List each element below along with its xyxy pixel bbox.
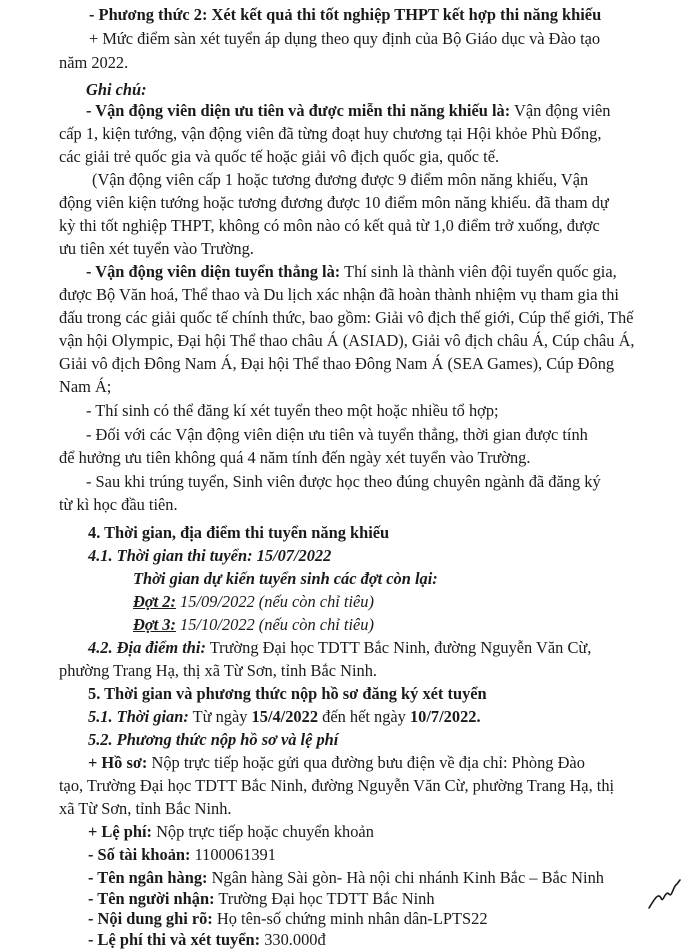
bank-line <box>88 867 604 890</box>
exam-fee-line <box>88 929 326 952</box>
points-text-line: ưu tiên xét tuyển vào Trường. <box>59 239 254 258</box>
round2-label: Đợt 2: <box>133 592 176 611</box>
submission-start-date: 15/4/2022 <box>251 707 319 726</box>
priority-text-line: cấp 1, kiện tướng, vận động viên đã từng đoạt huy chương tại Hội khỏe Phù Đổng, <box>59 124 602 143</box>
method2-text-line: + Mức điểm sàn xét tuyển áp dụng theo quy định của Bộ Giáo dục và Đào tạo <box>89 29 601 48</box>
dossier-text-line: xã Từ Sơn, tỉnh Bắc Ninh. <box>59 799 232 818</box>
venue-paragraph <box>88 637 591 660</box>
account-label: - Số tài khoản: <box>88 845 191 864</box>
recipient-label: - Tên người nhận: <box>88 889 215 908</box>
method2-heading: - Phương thức 2: Xét kết quả thi tốt nghiệp THPT kết hợp thi năng khiếu <box>89 5 602 24</box>
priority-text-line: các giải trẻ quốc gia và quốc tế hoặc giải vô địch quốc gia, quốc tế. <box>59 147 500 166</box>
bank-label: - Tên ngân hàng: <box>88 868 208 887</box>
submission-end-date: 10/7/2022. <box>409 707 481 726</box>
submission-time-mid: đến hết ngày <box>318 707 410 726</box>
method2-text-line: năm 2022. <box>59 53 129 72</box>
recipient-value: Trường Đại học TDTT Bắc Ninh <box>214 889 435 908</box>
account-line <box>88 844 276 867</box>
submission-time-from: Từ ngày <box>188 707 252 726</box>
venue-text-line: phường Trang Hạ, thị xã Từ Sơn, tỉnh Bắc Ninh. <box>59 661 377 680</box>
exam-fee-value: 330.000đ <box>260 930 326 949</box>
direct-heading: - Vận động viên diện tuyển thẳng là: <box>86 262 341 281</box>
venue-label: 4.2. Địa điểm thi: <box>88 638 206 657</box>
submission-time <box>88 706 481 729</box>
round3-label: Đợt 3: <box>133 615 176 634</box>
dossier-text-line: tạo, Trường Đại học TDTT Bắc Ninh, đường Nguyễn Văn Cừ, phường Trang Hạ, thị <box>59 776 615 795</box>
initials-signature <box>646 878 690 912</box>
priority-text: Vận động viên <box>510 101 611 120</box>
direct-text: Thí sinh là thành viên đội tuyển quốc gia, <box>340 262 617 281</box>
bank-value: Ngân hàng Sài gòn- Hà nội chi nhánh Kinh Bắc – Bắc Ninh <box>207 868 604 887</box>
venue-text: Trường Đại học TDTT Bắc Ninh, đường Nguyễn Văn Cừ, <box>205 638 592 657</box>
priority-athletes-paragraph <box>86 100 611 123</box>
round2-item <box>133 591 374 614</box>
duration-note-line: - Đối với các Vận động viên diện ưu tiên và tuyển thẳng, thời gian được tính <box>86 425 588 444</box>
section4-heading: 4. Thời gian, địa điểm thi tuyển năng khiếu <box>88 523 390 542</box>
direct-text-line: được Bộ Văn hoá, Thể thao và Du lịch xác nhận đã hoàn thành nhiệm vụ tham gia thi <box>59 285 619 304</box>
after-admission-note-line: từ kì học đầu tiên. <box>59 495 178 514</box>
points-text-line: kỳ thi tốt nghiệp THPT, không có môn nào có kết quả từ 1,0 điểm trở xuống, được <box>59 216 600 235</box>
submission-method-label: 5.2. Phương thức nộp hồ sơ và lệ phí <box>88 730 339 749</box>
direct-text-line: Nam Á; <box>59 377 112 396</box>
dossier-label: + Hồ sơ: <box>88 753 148 772</box>
exam-time: 4.1. Thời gian thi tuyển: 15/07/2022 <box>88 546 332 565</box>
fee-line <box>88 821 374 844</box>
direct-text-line: đấu trong các giải quốc tế chính thức, bao gồm: Giải vô địch thế giới, Cúp thế giới, Thế <box>59 308 634 327</box>
priority-heading: - Vận động viên diện ưu tiên và được miễn thi năng khiếu là: <box>86 101 511 120</box>
notes-label: Ghi chú: <box>86 80 147 99</box>
dossier-paragraph <box>88 752 585 775</box>
expected-rounds-label: Thời gian dự kiến tuyển sinh các đợt còn lại: <box>133 569 438 588</box>
exam-fee-label: - Lệ phí thi và xét tuyển: <box>88 930 261 949</box>
content-label: - Nội dung ghi rõ: <box>88 909 213 928</box>
section5-heading: 5. Thời gian và phương thức nộp hồ sơ đăng ký xét tuyển <box>88 684 487 703</box>
fee-label: + Lệ phí: <box>88 822 152 841</box>
direct-admission-paragraph <box>86 261 617 284</box>
submission-time-label: 5.1. Thời gian: <box>88 707 189 726</box>
account-value: 1100061391 <box>190 845 276 864</box>
dossier-text: Nộp trực tiếp hoặc gửi qua đường bưu điện về địa chỉ: Phòng Đào <box>147 753 585 772</box>
combo-note: - Thí sinh có thể đăng kí xét tuyển theo một hoặc nhiều tổ hợp; <box>86 401 499 420</box>
round3-item <box>133 614 374 637</box>
direct-text-line: vận hội Olympic, Đại hội Thể thao châu Á (ASIAD), Giải vô địch châu Á, Cúp châu Á, <box>59 331 635 350</box>
fee-text: Nộp trực tiếp hoặc chuyển khoản <box>152 822 374 841</box>
duration-note-line: để hưởng ưu tiên không quá 4 năm tính đến ngày xét tuyển vào Trường. <box>59 448 531 467</box>
content-line <box>88 908 488 931</box>
after-admission-note-line: - Sau khi trúng tuyển, Sinh viên được học theo đúng chuyên ngành đã đăng ký <box>86 472 601 491</box>
direct-text-line: Giải vô địch Đông Nam Á, Đại hội Thể thao Đông Nam Á (SEA Games), Cúp Đông <box>59 354 615 373</box>
points-text-line: (Vận động viên cấp 1 hoặc tương đương được 9 điểm môn năng khiếu, Vận <box>92 170 589 189</box>
round2-text: 15/09/2022 (nếu còn chỉ tiêu) <box>175 592 374 611</box>
content-value: Họ tên-số chứng minh nhân dân-LPTS22 <box>212 909 488 928</box>
points-text-line: động viên kiện tướng hoặc tương đương được 10 điểm môn năng khiếu. đã tham dự <box>59 193 609 212</box>
round3-text: 15/10/2022 (nếu còn chỉ tiêu) <box>175 615 374 634</box>
